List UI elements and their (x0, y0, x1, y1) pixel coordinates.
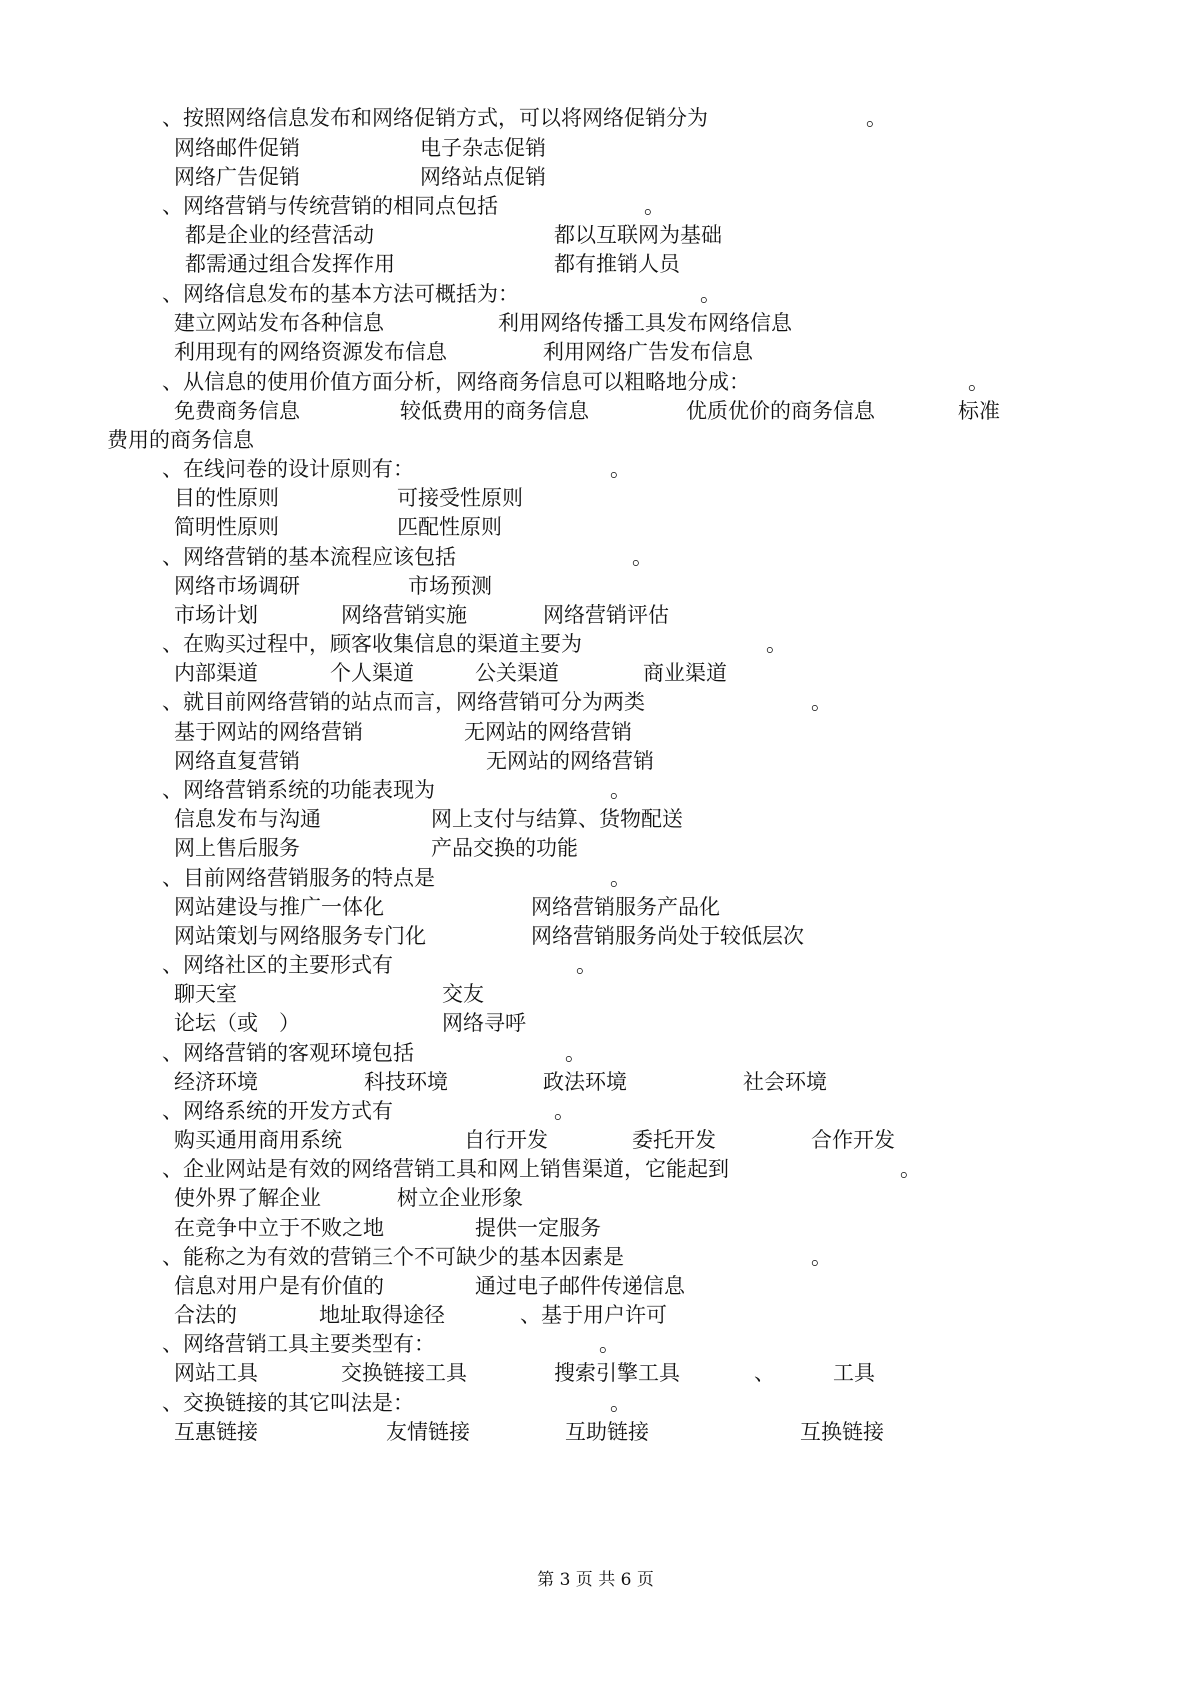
option: 社会环境 (743, 1070, 827, 1094)
option: 都需通过组合发挥作用 (185, 252, 395, 276)
option: 、基于用户许可 (520, 1303, 667, 1327)
option: 都有推销人员 (554, 252, 680, 276)
option: 信息发布与沟通 (174, 807, 321, 831)
option: 较低费用的商务信息 (400, 399, 589, 423)
question-stem: 、能称之为有效的营销三个不可缺少的基本因素是 (162, 1245, 624, 1269)
option: 网络直复营销 (174, 749, 300, 773)
question-end: 。 (610, 457, 631, 481)
question-stem: 、在线问卷的设计原则有： (162, 457, 414, 481)
question-stem: 、按照网络信息发布和网络促销方式，可以将网络促销分为 (162, 106, 708, 130)
option: 市场预测 (408, 574, 492, 598)
option: 科技环境 (364, 1070, 448, 1094)
option: 在竞争中立于不败之地 (174, 1216, 384, 1240)
option: 简明性原则 (174, 515, 279, 539)
option: 目的性原则 (174, 486, 279, 510)
option: 网络寻呼 (442, 1011, 526, 1035)
question-end: 。 (766, 632, 787, 656)
option: 网络邮件促销 (174, 136, 300, 160)
option: 都是企业的经营活动 (185, 223, 374, 247)
question-stem: 、网络社区的主要形式有 (162, 953, 393, 977)
option: 无网站的网络营销 (486, 749, 654, 773)
option: 个人渠道 (330, 661, 414, 685)
option: 市场计划 (174, 603, 258, 627)
question-stem: 、网络系统的开发方式有 (162, 1099, 393, 1123)
question-end: 。 (610, 778, 631, 802)
option: 产品交换的功能 (431, 836, 578, 860)
question-stem: 、网络营销系统的功能表现为 (162, 778, 435, 802)
question-end: 。 (866, 106, 887, 130)
option: 标准 (958, 399, 1000, 423)
option: 电子杂志促销 (420, 136, 546, 160)
option: 论坛（或 ） (174, 1011, 300, 1035)
option: 网络营销评估 (543, 603, 669, 627)
option: 使外界了解企业 (174, 1186, 321, 1210)
option: 地址取得途径 (319, 1303, 445, 1327)
option: 网络广告促销 (174, 165, 300, 189)
option: 网上售后服务 (174, 836, 300, 860)
option: 网络营销服务产品化 (531, 895, 720, 919)
option: 工具 (833, 1361, 875, 1385)
question-stem: 、网络营销的客观环境包括 (162, 1041, 414, 1065)
option: 建立网站发布各种信息 (174, 311, 384, 335)
question-stem: 、网络营销工具主要类型有： (162, 1332, 435, 1356)
option: 交换链接工具 (341, 1361, 467, 1385)
question-end: 。 (610, 1391, 631, 1415)
option: 友情链接 (386, 1420, 470, 1444)
question-end: 。 (576, 953, 597, 977)
option: 基于网站的网络营销 (174, 720, 363, 744)
option: 提供一定服务 (475, 1216, 601, 1240)
option-continuation: 费用的商务信息 (107, 428, 254, 452)
option: 信息对用户是有价值的 (174, 1274, 384, 1298)
option: 免费商务信息 (174, 399, 300, 423)
option: 网络站点促销 (420, 165, 546, 189)
option: 树立企业形象 (397, 1186, 523, 1210)
option: 自行开发 (464, 1128, 548, 1152)
option: 通过电子邮件传递信息 (475, 1274, 685, 1298)
question-end: 。 (554, 1099, 575, 1123)
option: 网站工具 (174, 1361, 258, 1385)
question-end: 。 (900, 1157, 921, 1181)
option: 委托开发 (632, 1128, 716, 1152)
option: 都以互联网为基础 (554, 223, 722, 247)
option: 匹配性原则 (397, 515, 502, 539)
option: 利用网络传播工具发布网络信息 (498, 311, 792, 335)
question-stem: 、交换链接的其它叫法是： (162, 1391, 414, 1415)
option: 网站策划与网络服务专门化 (174, 924, 426, 948)
question-end: 。 (811, 690, 832, 714)
option: 无网站的网络营销 (464, 720, 632, 744)
option: 利用现有的网络资源发布信息 (174, 340, 447, 364)
question-end: 。 (632, 545, 653, 569)
question-end: 。 (811, 1245, 832, 1269)
option: 聊天室 (174, 982, 237, 1006)
question-stem: 、网络信息发布的基本方法可概括为： (162, 282, 519, 306)
question-stem: 、目前网络营销服务的特点是 (162, 866, 435, 890)
option: 网络市场调研 (174, 574, 300, 598)
option: 可接受性原则 (397, 486, 523, 510)
question-stem: 、从信息的使用价值方面分析，网络商务信息可以粗略地分成： (162, 370, 750, 394)
question-stem: 、网络营销的基本流程应该包括 (162, 545, 456, 569)
option: 网上支付与结算、货物配送 (431, 807, 683, 831)
option: 合作开发 (811, 1128, 895, 1152)
option: 网络营销服务尚处于较低层次 (531, 924, 804, 948)
question-end: 。 (565, 1041, 586, 1065)
option: 互惠链接 (174, 1420, 258, 1444)
option: 互换链接 (800, 1420, 884, 1444)
option: 交友 (442, 982, 484, 1006)
option: 优质优价的商务信息 (686, 399, 875, 423)
option: 合法的 (174, 1303, 237, 1327)
page-footer: 第 3 页 共 6 页 (537, 1570, 654, 1590)
question-end: 。 (610, 866, 631, 890)
option: 政法环境 (543, 1070, 627, 1094)
option: 互助链接 (565, 1420, 649, 1444)
option: 购买通用商用系统 (174, 1128, 342, 1152)
option: 商业渠道 (643, 661, 727, 685)
option: 经济环境 (174, 1070, 258, 1094)
question-stem: 、在购买过程中，顾客收集信息的渠道主要为 (162, 632, 582, 656)
question-stem: 、网络营销与传统营销的相同点包括 (162, 194, 498, 218)
question-stem: 、企业网站是有效的网络营销工具和网上销售渠道，它能起到 (162, 1157, 729, 1181)
option: 公关渠道 (475, 661, 559, 685)
option: 内部渠道 (174, 661, 258, 685)
option: 网络营销实施 (341, 603, 467, 627)
question-stem: 、就目前网络营销的站点而言，网络营销可分为两类 (162, 690, 645, 714)
question-end: 。 (968, 370, 989, 394)
option: 、 (754, 1361, 775, 1385)
question-end: 。 (700, 282, 721, 306)
option: 利用网络广告发布信息 (543, 340, 753, 364)
question-end: 。 (599, 1332, 620, 1356)
option: 搜索引擎工具 (554, 1361, 680, 1385)
option: 网站建设与推广一体化 (174, 895, 384, 919)
question-end: 。 (644, 194, 665, 218)
